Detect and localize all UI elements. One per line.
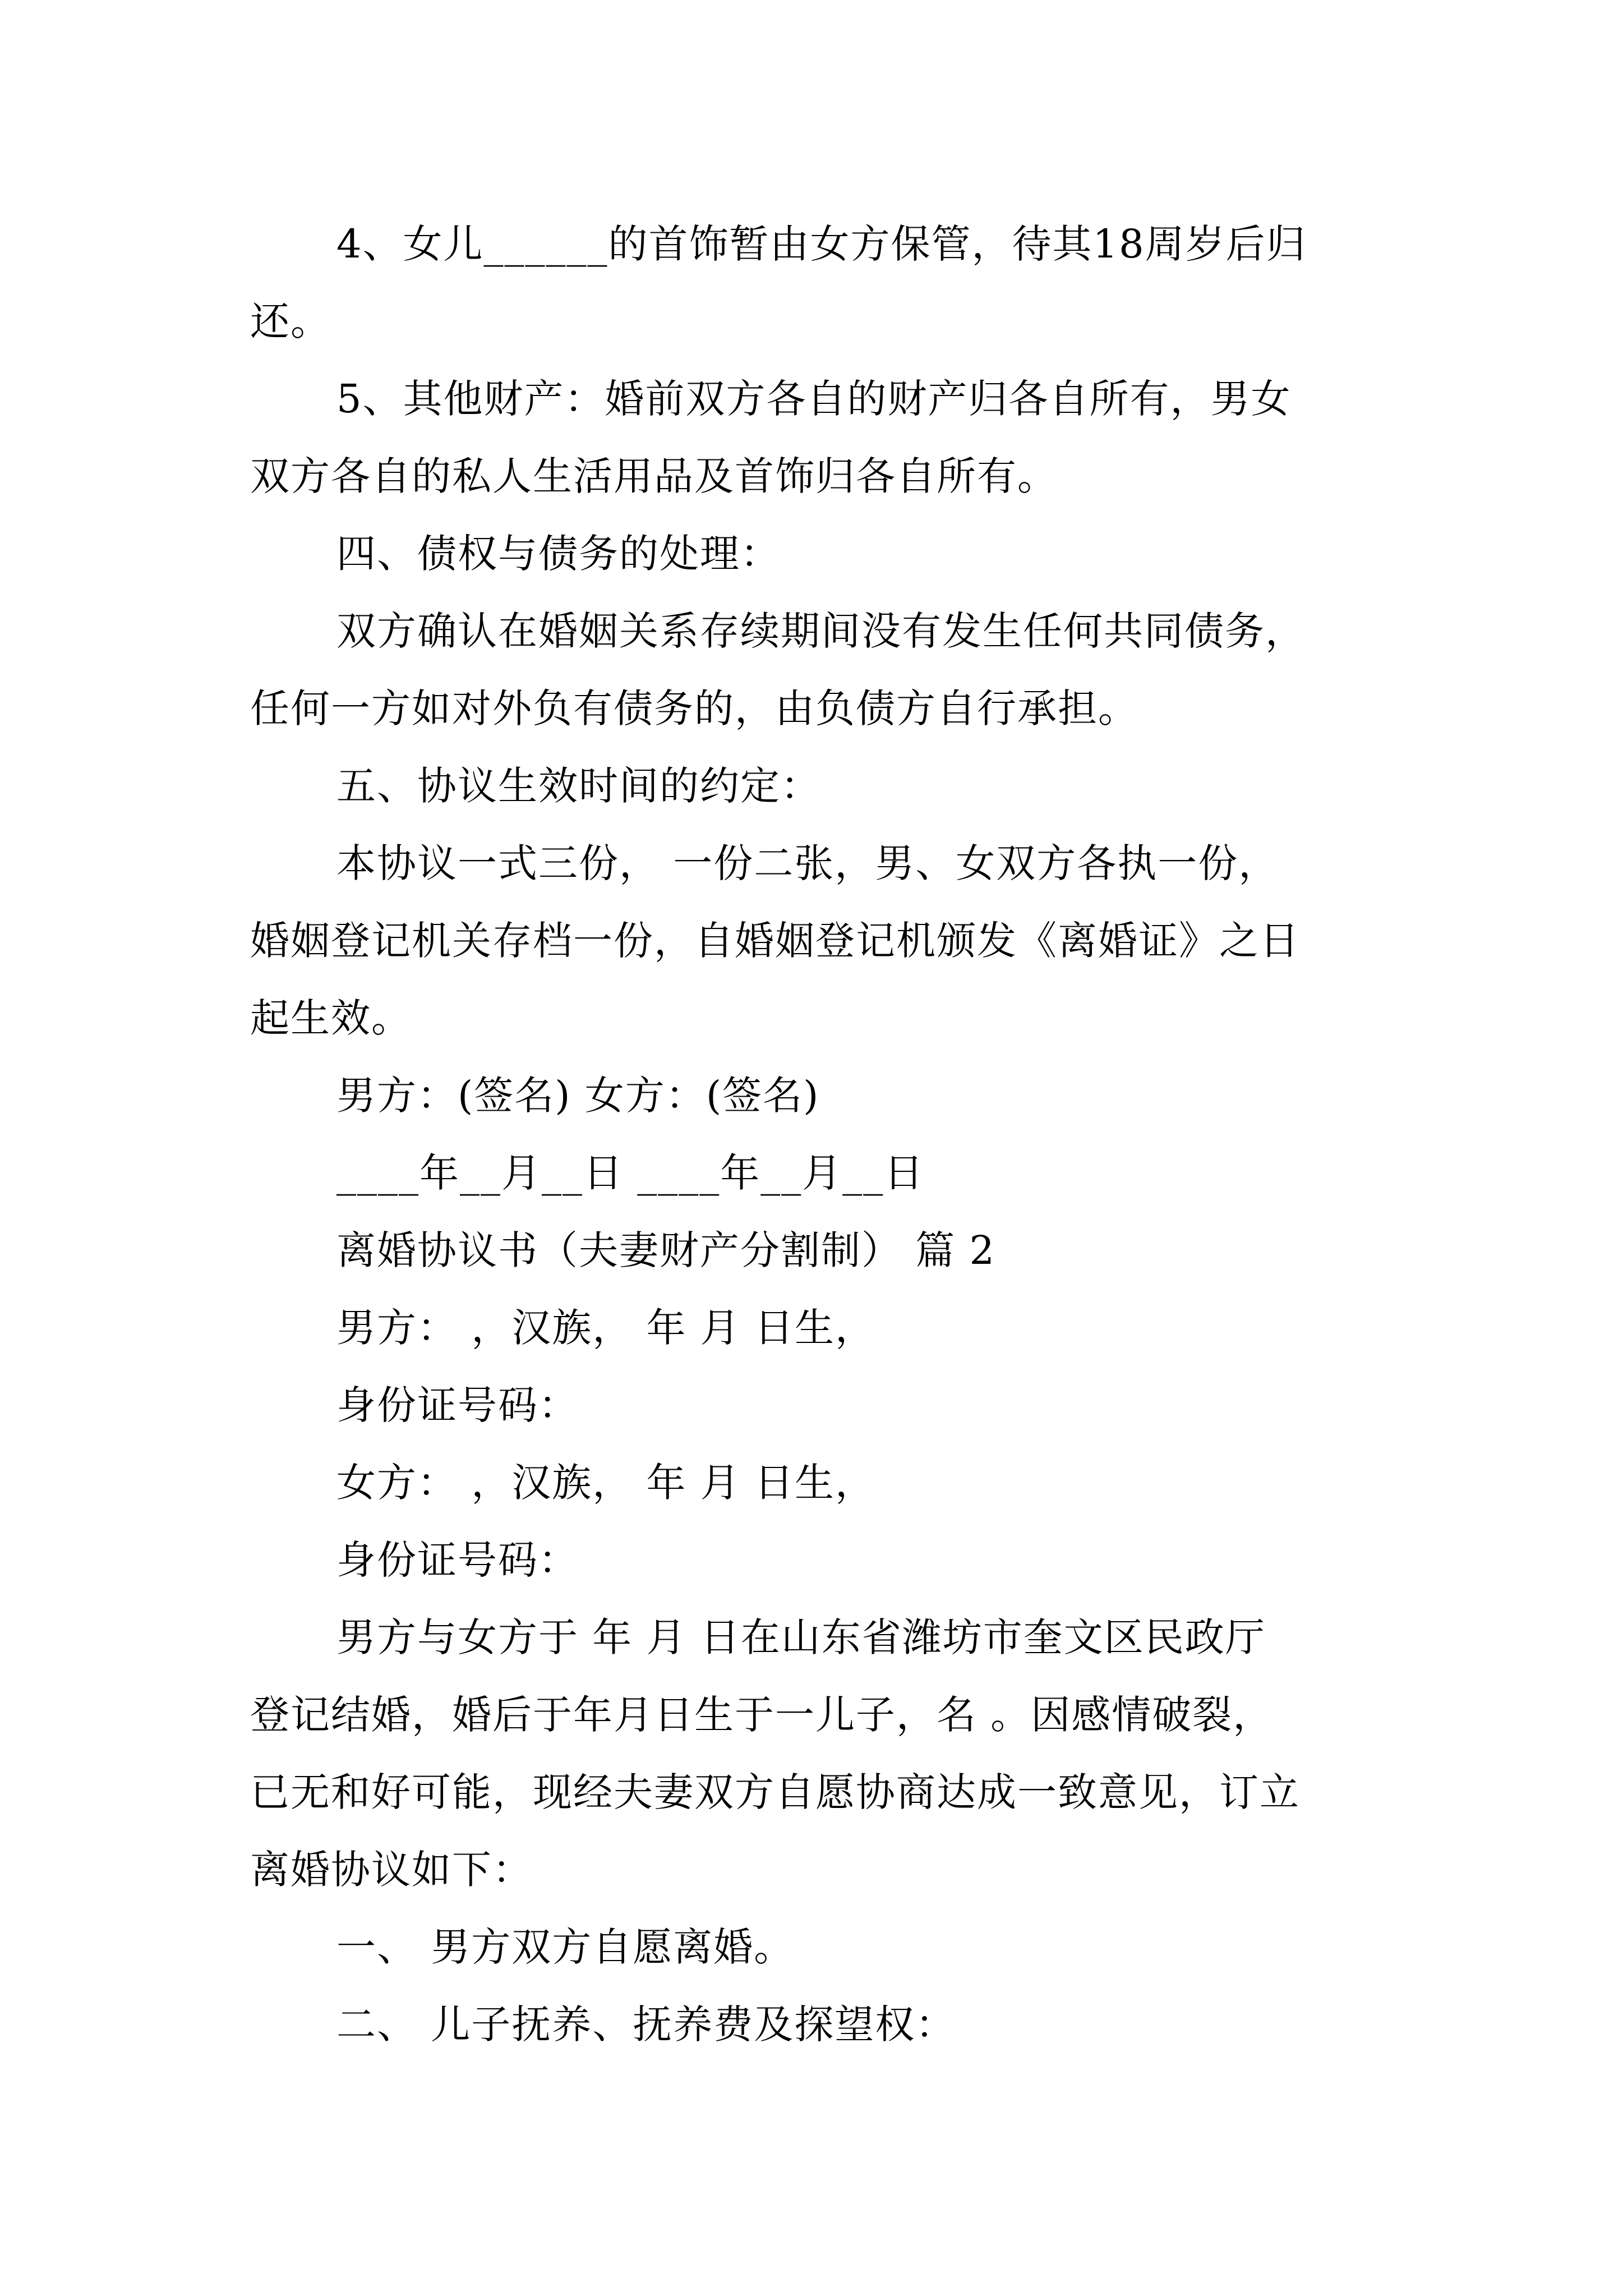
text-line-clause-4: 4、女儿______的首饰暂由女方保管，待其18周岁后归 [336,221,1307,267]
section-heading-effective: 五、协议生效时间的约定： [336,763,821,809]
text-line-clause-4-cont: 还。 [250,298,331,344]
text-line-debts-cont: 任何一方如对外负有债务的，由负债方自行承担。 [250,685,1138,731]
text-line-copies: 本协议一式三份， 一份二张，男、女双方各执一份， [336,840,1279,886]
female-id-line: 身份证号码： [336,1537,579,1583]
section-heading-debts: 四、债权与债务的处理： [336,531,781,577]
text-line-clause-5: 5、其他财产：婚前双方各自的财产归各自所有，男女 [336,376,1292,422]
male-id-line: 身份证号码： [336,1382,579,1428]
document-title: 离婚协议书（夫妻财产分割制） 篇 2 [336,1227,996,1273]
text-line-debts: 双方确认在婚姻关系存续期间没有发生任何共同债务， [336,608,1306,654]
text-line-marriage-cont-2: 已无和好可能，现经夫妻双方自愿协商达成一致意见，订立 [250,1769,1300,1815]
clause-2-line: 二、 儿子抚养、抚养费及探望权： [336,2001,956,2047]
text-line-clause-5-cont: 双方各自的私人生活用品及首饰归各自所有。 [250,453,1058,499]
female-party-line: 女方： ，汉族， 年 月 日生， [336,1460,876,1506]
text-line-marriage-cont-3: 离婚协议如下： [250,1847,533,1893]
male-party-line: 男方： ，汉族， 年 月 日生， [336,1305,876,1351]
text-line-copies-cont: 婚姻登记机关存档一份，自婚姻登记机颁发《离婚证》之日 [250,918,1300,964]
clause-1-line: 一、 男方双方自愿离婚。 [336,1924,795,1970]
signature-line: 男方：(签名) 女方：(签名) [336,1073,820,1119]
date-line: ____年__月__日 ____年__月__日 [336,1150,925,1196]
text-line-copies-end: 起生效。 [250,995,412,1041]
text-line-marriage: 男方与女方于 年 月 日在山东省潍坊市奎文区民政厅 [336,1614,1266,1660]
text-line-marriage-cont-1: 登记结婚，婚后于年月日生于一儿子，名 。因感情破裂， [250,1692,1274,1738]
